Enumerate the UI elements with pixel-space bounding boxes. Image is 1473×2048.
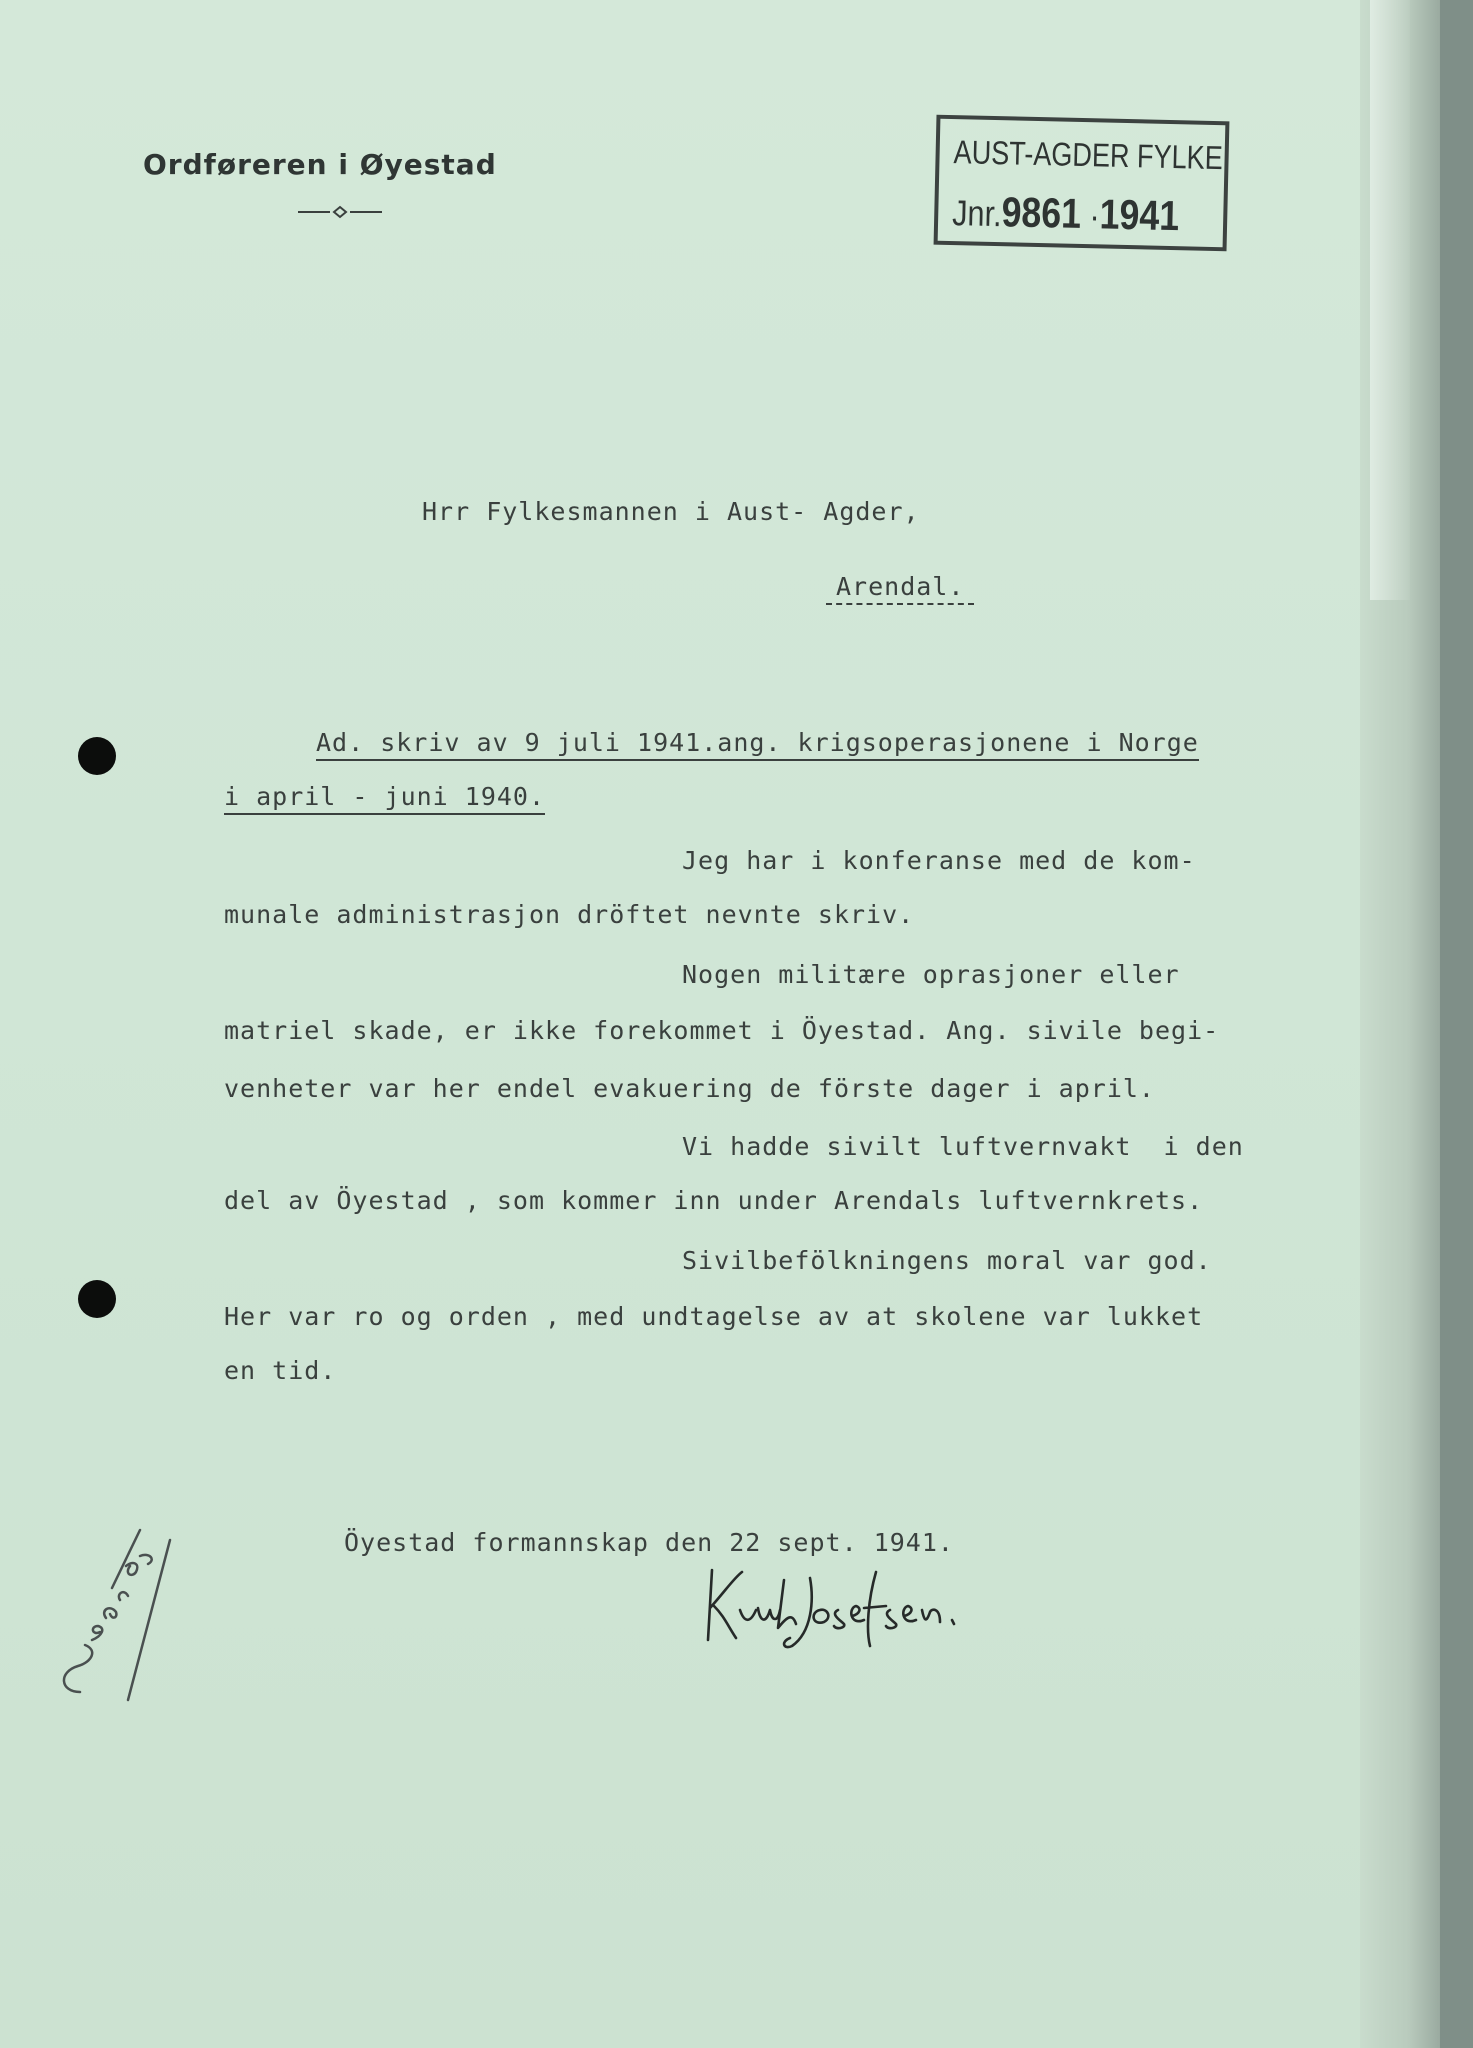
body-line: Jeg har i konferanse med de kom- bbox=[682, 846, 1196, 875]
stamp-year: 1941 bbox=[1099, 190, 1180, 240]
letterhead-title: Ordføreren i Øyestad bbox=[143, 148, 497, 181]
punch-hole-bottom bbox=[78, 1280, 116, 1318]
body-line: munale administrasjon dröftet nevnte skriv. bbox=[224, 900, 915, 929]
stamp-county: AUST-AGDER FYLKE bbox=[953, 133, 1224, 177]
subject-line-2-text: i april - juni 1940. bbox=[224, 782, 545, 815]
punch-hole-top bbox=[78, 737, 116, 775]
paper-fold-shadow bbox=[1370, 0, 1410, 600]
body-line: en tid. bbox=[224, 1356, 337, 1385]
body-line: Vi hadde sivilt luftvernvakt i den bbox=[682, 1132, 1244, 1161]
closing-place-date: Öyestad formannskap den 22 sept. 1941. bbox=[344, 1528, 954, 1557]
margin-handwriting bbox=[40, 1460, 190, 1710]
recipient-city bbox=[826, 572, 974, 601]
stamp-separator: · bbox=[1089, 195, 1101, 237]
body-line: Nogen militære oprasjoner eller bbox=[682, 960, 1180, 989]
subject-line-1-text: Ad. skriv av 9 juli 1941.ang. krigsoperasjonene i Norge bbox=[316, 728, 1199, 761]
body-line: matriel skade, er ikke forekommet i Öyestad. Ang. sivile begi- bbox=[224, 1016, 1220, 1045]
subject-line-1 bbox=[316, 728, 1199, 757]
stamp-prefix: Jnr. bbox=[951, 192, 1003, 235]
recipient-line: Hrr Fylkesmannen i Aust- Agder, bbox=[422, 497, 920, 526]
recipient-city-text: Arendal. bbox=[826, 572, 974, 605]
stamp-number: 9861 bbox=[1001, 188, 1082, 237]
body-line: del av Öyestad , som kommer inn under Arendals luftvernkrets. bbox=[224, 1186, 1204, 1215]
stamp-journal-number bbox=[952, 187, 1180, 240]
letterhead-ornament bbox=[298, 204, 382, 220]
registry-stamp bbox=[934, 115, 1230, 252]
body-line: Her var ro og orden , med undtagelse av at skolene var lukket bbox=[224, 1302, 1204, 1331]
body-line: venheter var her endel evakuering de förste dager i april. bbox=[224, 1074, 1155, 1103]
body-line: Sivilbefölkningens moral var god. bbox=[682, 1246, 1212, 1275]
subject-line-2 bbox=[224, 782, 545, 811]
signature bbox=[700, 1560, 1030, 1650]
